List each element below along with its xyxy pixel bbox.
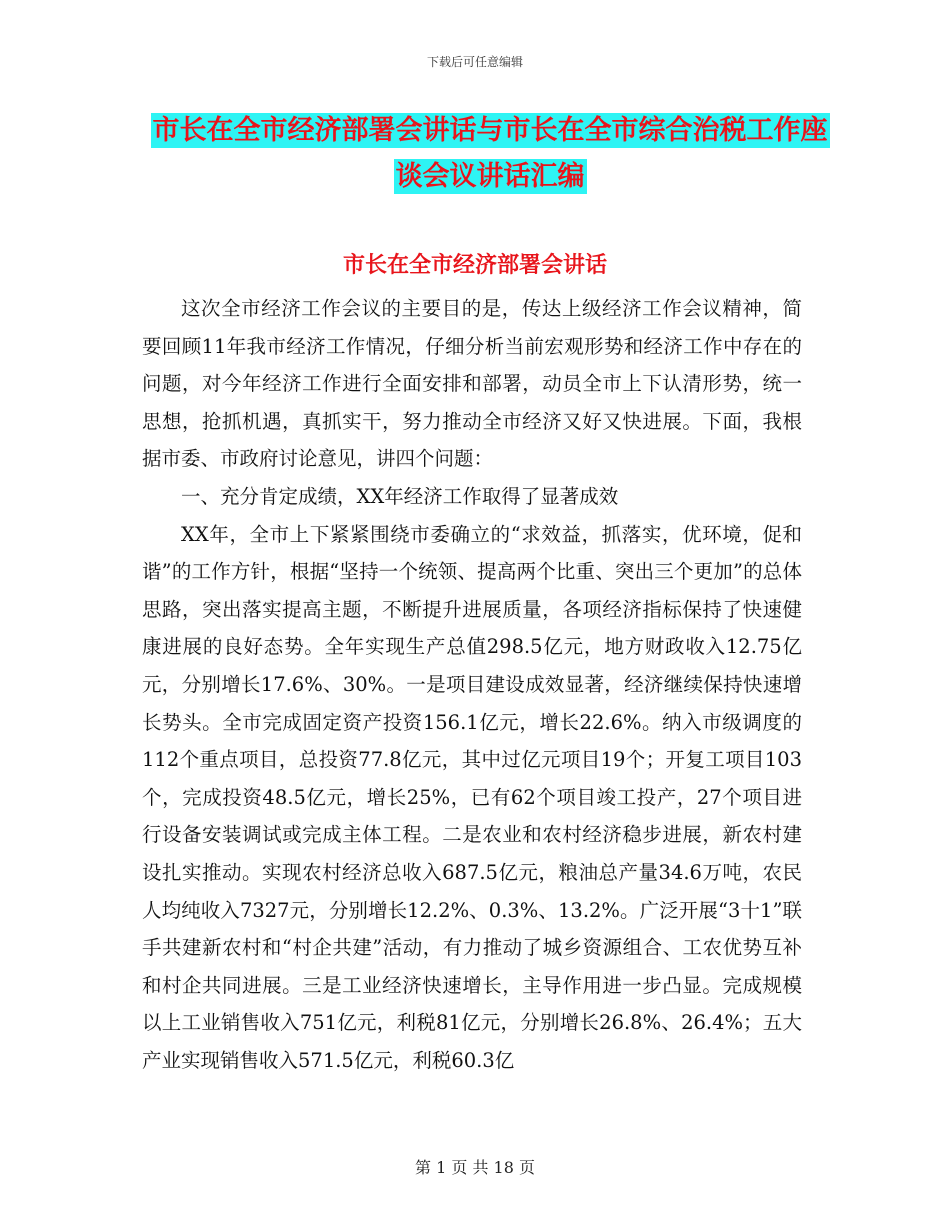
paragraph-achievements: XX年，全市上下紧紧围绕市委确立的“求效益，抓落实，优环境，促和谐”的工作方针，根据“坚持一个统领、提高两个比重、突出三个更加”的总体思路，突出落实提高主题，不断提升进展质量，各项经济指标保持了快速健康进展的良好态势。全年实现生产总值298.5亿元，地方财政收入12.75亿元，分别增长17.6%、30%。一是项目建设成效显著，经济继续保持快速增长势头。全市完成固定资产投资156.1亿元，增长22.6%。纳入市级调度的112个重点项目，总投资77.8亿元，其中过亿元项目19个；开复工项目103个，完成投资48.5亿元，增长25%，已有62个项目竣工投产，27个项目进行设备安装调试或完成主体工程。二是农业和农村经济稳步进展，新农村建设扎实推动。实现农村经济总收入687.5亿元，粮油总产量34.6万吨，农民人均纯收入7327元，分别增长12.2%、0.3%、13.2%。广泛开展“3十1”联手共建新农村和“村企共建”活动，有力推动了城乡资源组合、工农优势互补和村企共同进展。三是工业经济快速增长，主导作用进一步凸显。完成规模以上工业销售收入751亿元，利税81亿元，分别增长26.8%、26.4%；五大产业实现销售收入571.5亿元，利税60.3亿 xyxy=(142,522,802,1072)
section-title: 市长在全市经济部署会讲话 xyxy=(342,253,607,278)
paragraph-heading-1: 一、充分肯定成绩，XX年经济工作取得了显著成效 xyxy=(181,484,619,508)
body-text xyxy=(142,290,802,1079)
document-title-text: 市长在全市经济部署会讲话与市长在全市综合治税工作座谈会议讲话汇编 xyxy=(152,115,828,192)
page-footer: 第 1 页 共 18 页 xyxy=(415,1158,535,1177)
document-title xyxy=(140,108,840,200)
paragraph-intro: 这次全市经济工作会议的主要目的是，传达上级经济工作会议精神，简要回顾11年我市经济工作情况，仔细分析当前宏观形势和经济工作中存在的问题，对今年经济工作进行全面安排和部署，动员全市上下认清形势，统一思想，抢抓机遇，真抓实干，努力推动全市经济又好又快进展。下面，我根据市委、市政府讨论意见，讲四个问题： xyxy=(142,297,802,471)
header-note: 下载后可任意编辑 xyxy=(426,55,523,69)
